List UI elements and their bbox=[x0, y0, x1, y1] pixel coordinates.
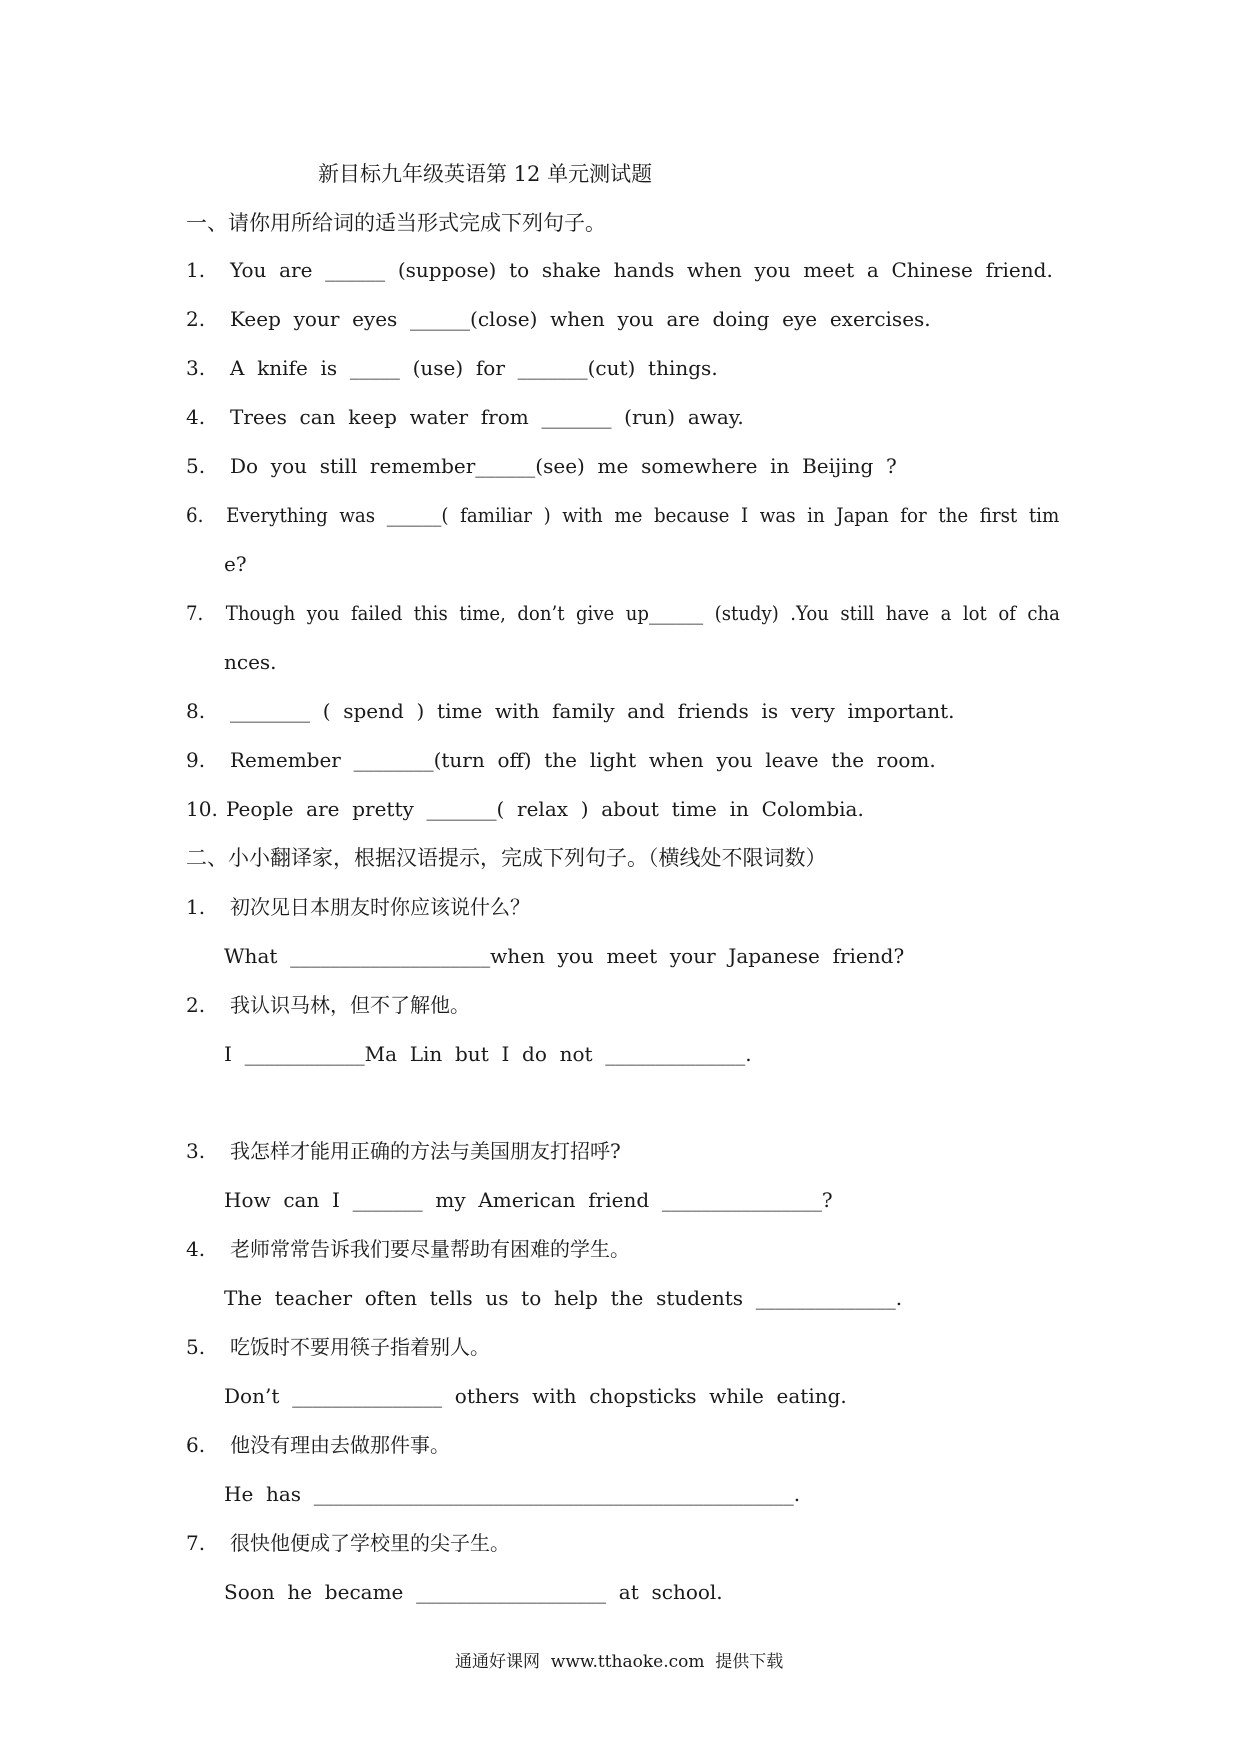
s1-item-8 bbox=[186, 699, 955, 723]
item-number: 2. bbox=[186, 307, 206, 331]
section-1-heading: 一、请你用所给词的适当形式完成下列句子。 bbox=[186, 211, 606, 235]
item-chinese-prompt: 他没有理由去做那件事。 bbox=[230, 1433, 450, 1457]
item-number: 3. bbox=[186, 1139, 206, 1163]
item-chinese-prompt: 很快他便成了学校里的尖子生。 bbox=[230, 1531, 510, 1555]
s1-item-4 bbox=[186, 405, 744, 429]
s1-item-9 bbox=[186, 748, 936, 772]
s1-item-10 bbox=[186, 797, 864, 821]
item-text: Keep your eyes ______(close) when you are doing eye exercises. bbox=[230, 307, 931, 331]
s1-item-1 bbox=[186, 258, 1053, 282]
item-number: 7. bbox=[186, 1531, 206, 1555]
item-number: 5. bbox=[186, 1335, 206, 1359]
section-2-heading: 二、小小翻译家，根据汉语提示，完成下列句子。（横线处不限词数） bbox=[186, 846, 827, 870]
page-title: 新目标九年级英语第 12 单元测试题 bbox=[318, 162, 653, 186]
item-text: Remember ________(turn off) the light when you leave the room. bbox=[230, 748, 936, 772]
s2-item-6-english: He has ________________________________________________. bbox=[224, 1482, 801, 1506]
s2-item-1-chinese bbox=[186, 895, 530, 919]
s2-item-5-english: Don’t _______________ others with chopsticks while eating. bbox=[224, 1384, 847, 1408]
item-number: 8. bbox=[186, 699, 206, 723]
s1-item-7 bbox=[186, 601, 1060, 625]
s1-item-3 bbox=[186, 356, 718, 380]
s2-item-4-english: The teacher often tells us to help the students ______________. bbox=[224, 1286, 903, 1310]
item-chinese-prompt: 初次见日本朋友时你应该说什么？ bbox=[230, 895, 530, 919]
item-chinese-prompt: 老师常常告诉我们要尽量帮助有困难的学生。 bbox=[230, 1237, 630, 1261]
s2-item-3-english: How can I _______ my American friend ________________? bbox=[224, 1188, 833, 1212]
item-number: 6. bbox=[186, 503, 204, 527]
item-chinese-prompt: 吃饭时不要用筷子指着别人。 bbox=[230, 1335, 490, 1359]
item-text: You are ______ (suppose) to shake hands when you meet a Chinese friend. bbox=[230, 258, 1053, 282]
item-number: 9. bbox=[186, 748, 206, 772]
item-number: 6. bbox=[186, 1433, 206, 1457]
item-text: A knife is _____ (use) for _______(cut) things. bbox=[230, 356, 718, 380]
item-text: ________ ( spend ) time with family and friends is very important. bbox=[230, 699, 955, 723]
s2-item-5-chinese bbox=[186, 1335, 490, 1359]
page-footer: 通通好课网 www.tthaoke.com 提供下载 bbox=[455, 1652, 784, 1672]
s1-item-7-continuation: nces. bbox=[224, 650, 277, 674]
item-text: Everything was ______( familiar ) with me because I was in Japan for the first tim bbox=[226, 503, 1060, 527]
item-text: Trees can keep water from _______ (run) away. bbox=[230, 405, 744, 429]
item-text: Though you failed this time, don’t give up______ (study) .You still have a lot of cha bbox=[225, 601, 1060, 625]
item-number: 1. bbox=[186, 895, 206, 919]
item-chinese-prompt: 我怎样才能用正确的方法与美国朋友打招呼? bbox=[230, 1139, 621, 1163]
item-number: 5. bbox=[186, 454, 206, 478]
s2-item-1-english: What ____________________when you meet your Japanese friend? bbox=[224, 944, 905, 968]
s1-item-2 bbox=[186, 307, 931, 331]
item-number: 1. bbox=[186, 258, 206, 282]
item-number: 10. bbox=[186, 797, 218, 821]
s2-item-3-chinese bbox=[186, 1139, 621, 1163]
item-text: People are pretty _______( relax ) about time in Colombia. bbox=[226, 797, 864, 821]
item-number: 4. bbox=[186, 1237, 206, 1261]
s2-item-7-chinese bbox=[186, 1531, 510, 1555]
item-number: 4. bbox=[186, 405, 206, 429]
item-number: 7. bbox=[186, 601, 204, 625]
item-number: 3. bbox=[186, 356, 206, 380]
s2-item-4-chinese bbox=[186, 1237, 630, 1261]
s1-item-6 bbox=[186, 503, 1059, 527]
item-text: Do you still remember______(see) me somewhere in Beijing ? bbox=[230, 454, 897, 478]
s2-item-2-chinese bbox=[186, 993, 470, 1017]
s2-item-7-english: Soon he became ___________________ at school. bbox=[224, 1580, 723, 1604]
item-chinese-prompt: 我认识马林，但不了解他。 bbox=[230, 993, 470, 1017]
s1-item-6-continuation: e? bbox=[224, 552, 247, 576]
s2-item-6-chinese bbox=[186, 1433, 450, 1457]
item-number: 2. bbox=[186, 993, 206, 1017]
s2-item-2-english: I ____________Ma Lin but I do not ______________. bbox=[224, 1042, 752, 1066]
s1-item-5 bbox=[186, 454, 897, 478]
